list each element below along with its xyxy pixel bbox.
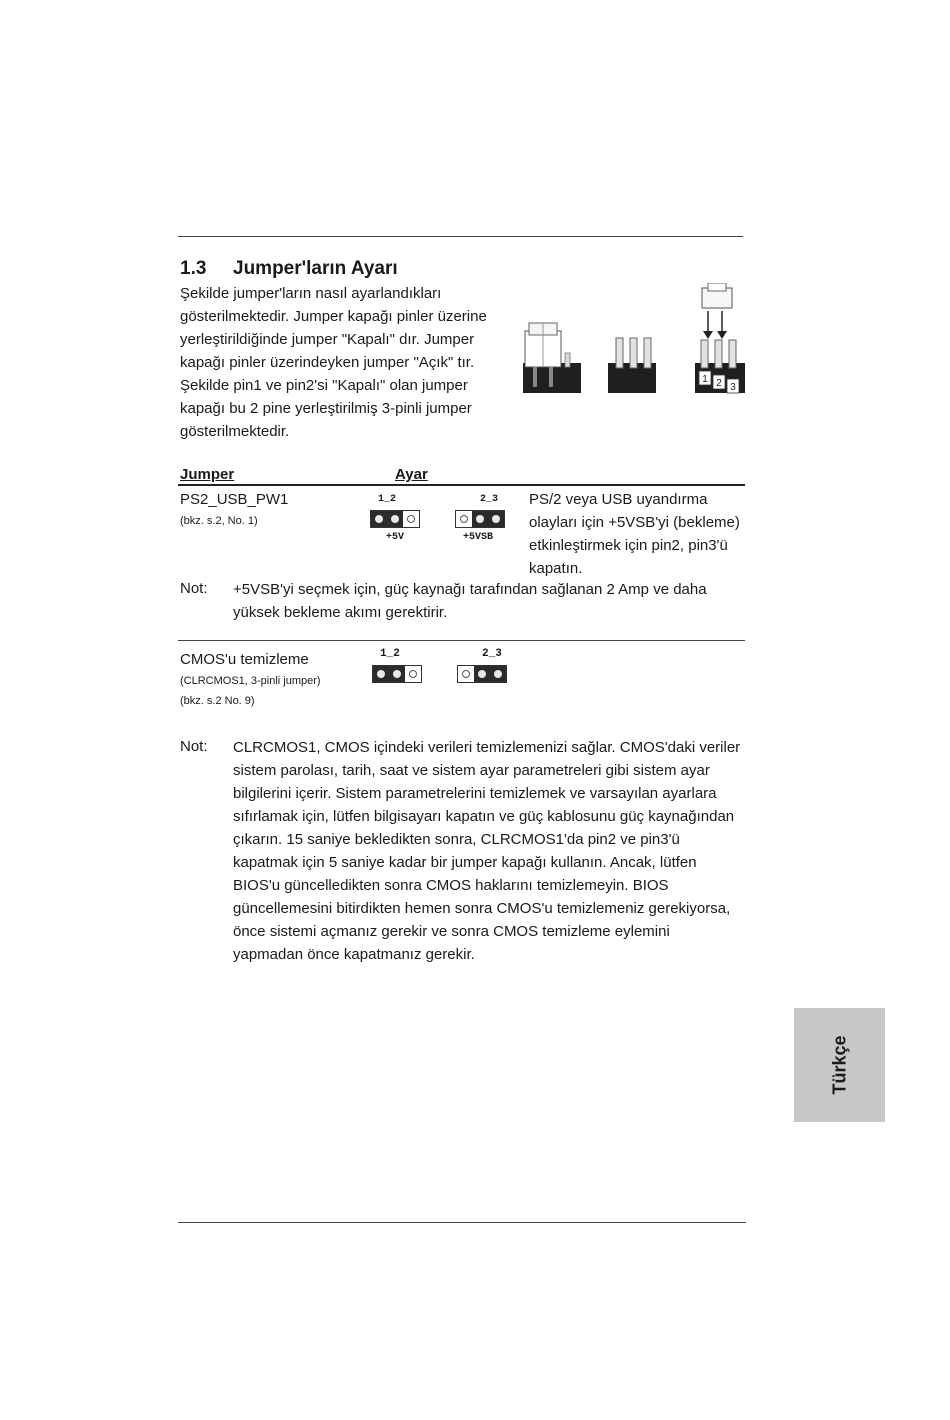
section-number: 1.3 bbox=[180, 258, 207, 279]
row1-note-body bbox=[233, 578, 748, 624]
row1-note-label: Not: bbox=[180, 580, 208, 597]
intro-line: gösterilmektedir. bbox=[180, 423, 290, 440]
table-header-setting: Ayar bbox=[395, 466, 428, 483]
row2-left-pin-label: 1_2 bbox=[380, 648, 400, 660]
section-title bbox=[180, 258, 398, 280]
note2-body bbox=[233, 736, 753, 966]
pin-closed bbox=[389, 666, 405, 682]
row1-desc-line: kapatın. bbox=[529, 560, 583, 577]
note2-line: bilgilerini içerir. Sistem parametrelerini temizlemek ve varsayılan ayarlara bbox=[233, 785, 717, 802]
bottom-rule bbox=[178, 1222, 746, 1223]
row2-reference: (bkz. s.2 No. 9) bbox=[180, 695, 255, 707]
row1-desc-line: olayları için +5VSB'yi (bekleme) bbox=[529, 514, 740, 531]
intro-line: kapağı bu 2 pine yerleştirilmiş 3-pinli jumper bbox=[180, 400, 472, 417]
row1-left-caption: +5V bbox=[386, 532, 405, 543]
row2-jumper-name: CMOS'u temizleme bbox=[180, 651, 309, 668]
intro-line: kapağı pinler üzerindeyken jumper "Açık" tır. bbox=[180, 354, 475, 371]
pin-closed bbox=[472, 511, 488, 527]
pin-number-2: 2 bbox=[716, 378, 722, 389]
table-header-jumper: Jumper bbox=[180, 466, 235, 483]
intro-line: yerleştirildiğinde jumper "Kapalı" dır. Jumper bbox=[180, 331, 475, 348]
row2-right-pin-label: 2_3 bbox=[482, 648, 502, 660]
pin-number-1: 1 bbox=[702, 374, 708, 385]
row1-note-line: +5VSB'yi seçmek için, güç kaynağı tarafından sağlanan 2 Amp ve daha bbox=[233, 581, 707, 598]
note2-line: sistem parolası, tarih, saat ve sistem ayar parametreleri gibi sistem ayar bbox=[233, 762, 710, 779]
pin-closed bbox=[490, 666, 506, 682]
intro-line: Şekilde pin1 ve pin2'si "Kapalı" olan jumper bbox=[180, 377, 468, 394]
pin-closed bbox=[474, 666, 490, 682]
pin-open bbox=[456, 511, 472, 527]
note2-line: kapatmak için 5 saniye kadar bir jumper kapağı kullanın. Ancak, lütfen bbox=[233, 854, 697, 871]
jumper-capped-figure bbox=[523, 323, 581, 393]
row1-right-caption: +5VSB bbox=[463, 532, 494, 543]
row2-jumper-1-2 bbox=[372, 665, 422, 683]
language-tab bbox=[794, 1008, 885, 1122]
row1-jumper-1-2 bbox=[370, 510, 420, 528]
pin-closed bbox=[373, 666, 389, 682]
jumper-numbered-figure bbox=[695, 283, 745, 393]
note2-line: sıfırlamak için, lütfen bilgisayarı kapatın ve güç kablosunu güç kaynağından bbox=[233, 808, 735, 825]
note2-line: yapmadan önce kapatmanız gerekir. bbox=[233, 946, 475, 963]
note2-label: Not: bbox=[180, 738, 208, 755]
row1-jumper-2-3 bbox=[455, 510, 505, 528]
jumper-open-figure bbox=[608, 338, 656, 393]
pin-number-3: 3 bbox=[730, 382, 736, 393]
row1-desc-line: etkinleştirmek için pin2, pin3'ü bbox=[529, 537, 728, 554]
row1-desc-line: PS/2 veya USB uyandırma bbox=[529, 491, 708, 508]
language-tab-label: Türkçe bbox=[829, 1035, 849, 1095]
section-title-text: Jumper'ların Ayarı bbox=[233, 258, 398, 279]
pin-closed bbox=[387, 511, 403, 527]
row2-jumper-2-3 bbox=[457, 665, 507, 683]
row1-right-pin-label: 2_3 bbox=[480, 494, 499, 505]
row-separator bbox=[178, 640, 745, 641]
row1-description bbox=[529, 488, 749, 580]
row1-jumper-name: PS2_USB_PW1 bbox=[180, 491, 289, 508]
row2-subtitle: (CLRCMOS1, 3-pinli jumper) bbox=[180, 675, 321, 687]
note2-line: çıkarın. 15 saniye bekledikten sonra, CLRCMOS1'da pin2 ve pin3'ü bbox=[233, 831, 680, 848]
jumper-illustration bbox=[515, 283, 750, 408]
pin-open bbox=[403, 511, 419, 527]
pin-closed bbox=[371, 511, 387, 527]
row1-left-pin-label: 1_2 bbox=[378, 494, 397, 505]
table-header-rule bbox=[178, 484, 745, 486]
note2-line: BIOS'u güncelledikten sonra CMOS haklarını temizlemeyin. BIOS bbox=[233, 877, 669, 894]
row1-reference: (bkz. s.2, No. 1) bbox=[180, 515, 258, 527]
pin-open bbox=[405, 666, 421, 682]
pin-open bbox=[458, 666, 474, 682]
note2-line: önce sistemi açmanız gerekir ve sonra CMOS temizleme eylemini bbox=[233, 923, 670, 940]
row1-note-line: yüksek bekleme akımı gerektirir. bbox=[233, 604, 448, 621]
intro-line: gösterilmektedir. Jumper kapağı pinler üzerine bbox=[180, 308, 487, 325]
intro-paragraph bbox=[180, 282, 510, 443]
note2-line: CLRCMOS1, CMOS içindeki verileri temizlemenizi sağlar. CMOS'daki veriler bbox=[233, 739, 741, 756]
pin-closed bbox=[488, 511, 504, 527]
note2-line: güncellemesini bitirdikten hemen sonra CMOS'u temizlemeniz gerekiyorsa, bbox=[233, 900, 731, 917]
intro-line: Şekilde jumper'ların nasıl ayarlandıkları bbox=[180, 285, 442, 302]
top-rule bbox=[178, 236, 743, 237]
